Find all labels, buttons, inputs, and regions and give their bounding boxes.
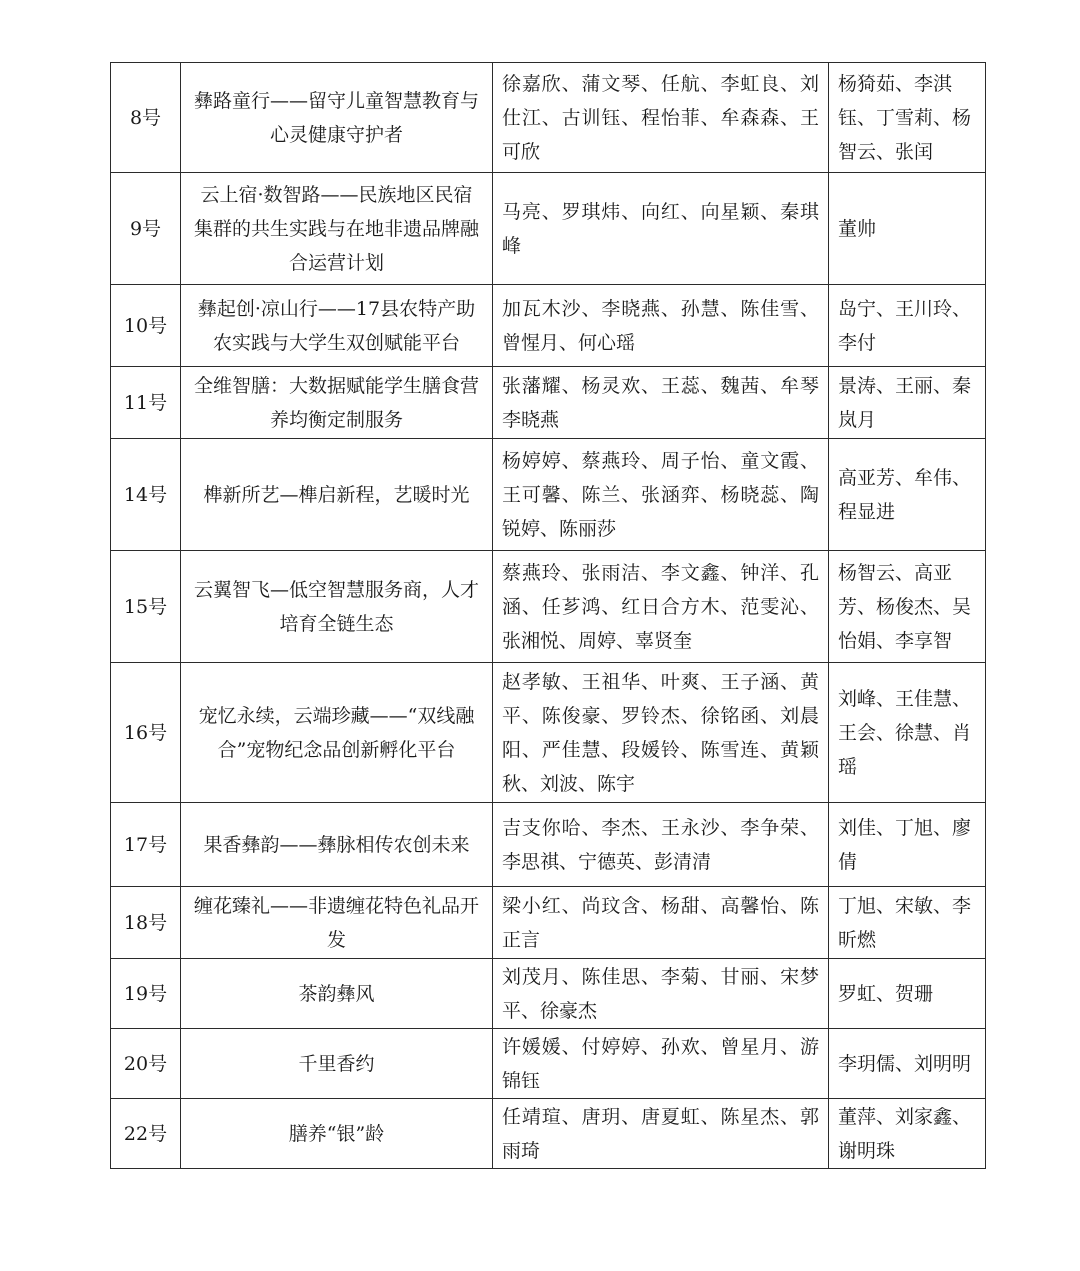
project-number: 20号 [111, 1029, 181, 1099]
project-number: 14号 [111, 439, 181, 551]
table-row [111, 663, 986, 803]
project-number: 18号 [111, 887, 181, 959]
project-title: 宠忆永续，云端珍藏——“双线融合”宠物纪念品创新孵化平台 [181, 663, 493, 803]
table-row [111, 63, 986, 173]
project-title: 果香彝韵——彝脉相传农创未来 [181, 803, 493, 887]
project-number: 15号 [111, 551, 181, 663]
project-title: 彝路童行——留守儿童智慧教育与心灵健康守护者 [181, 63, 493, 173]
mentors: 高亚芳、牟伟、程显进 [829, 439, 986, 551]
mentors: 景涛、王丽、秦岚月 [829, 367, 986, 439]
table-row [111, 1029, 986, 1099]
mentors: 岛宁、王川玲、李付 [829, 285, 986, 367]
mentors: 刘佳、丁旭、廖倩 [829, 803, 986, 887]
table-row [111, 285, 986, 367]
project-title: 云翼智飞—低空智慧服务商，人才培育全链生态 [181, 551, 493, 663]
project-number: 9号 [111, 173, 181, 285]
team-members: 马亮、罗琪炜、向红、向星颖、秦琪峰 [493, 173, 829, 285]
project-title: 云上宿·数智路——民族地区民宿集群的共生实践与在地非遗品牌融合运营计划 [181, 173, 493, 285]
team-members: 任靖瑄、唐玥、唐夏虹、陈星杰、郭雨琦 [493, 1099, 829, 1169]
team-members: 梁小红、尚玟含、杨甜、高馨怡、陈正言 [493, 887, 829, 959]
table-row [111, 551, 986, 663]
table-row [111, 959, 986, 1029]
table-row [111, 367, 986, 439]
project-number: 19号 [111, 959, 181, 1029]
table-row [111, 887, 986, 959]
team-members: 杨婷婷、蔡燕玲、周子怡、童文霞、王可馨、陈兰、张涵弈、杨晓蕊、陶锐婷、陈丽莎 [493, 439, 829, 551]
team-members: 赵孝敏、王祖华、叶爽、王子涵、黄平、陈俊豪、罗铃杰、徐铭函、刘晨阳、严佳慧、段媛铃、陈雪连、黄颖秋、刘波、陈宇 [493, 663, 829, 803]
team-members: 许媛媛、付婷婷、孙欢、曾星月、游锦钰 [493, 1029, 829, 1099]
project-title: 榫新所艺—榫启新程，艺暖时光 [181, 439, 493, 551]
mentors: 董萍、刘家鑫、谢明珠 [829, 1099, 986, 1169]
team-members: 张藩耀、杨灵欢、王蕊、魏茜、牟琴李晓燕 [493, 367, 829, 439]
project-title: 茶韵彝风 [181, 959, 493, 1029]
team-members: 加瓦木沙、李晓燕、孙慧、陈佳雪、曾惺月、何心瑶 [493, 285, 829, 367]
project-number: 16号 [111, 663, 181, 803]
table-row [111, 439, 986, 551]
project-title: 彝起创·凉山行——17县农特产助农实践与大学生双创赋能平台 [181, 285, 493, 367]
mentors: 丁旭、宋敏、李昕燃 [829, 887, 986, 959]
project-number: 17号 [111, 803, 181, 887]
project-table-page [110, 62, 985, 1169]
project-table [110, 62, 986, 1169]
table-row [111, 1099, 986, 1169]
mentors: 董帅 [829, 173, 986, 285]
team-members: 刘茂月、陈佳思、李菊、甘丽、宋梦平、徐豪杰 [493, 959, 829, 1029]
project-number: 10号 [111, 285, 181, 367]
project-number: 22号 [111, 1099, 181, 1169]
project-number: 11号 [111, 367, 181, 439]
team-members: 徐嘉欣、蒲文琴、任航、李虹良、刘仕江、古训钰、程怡菲、牟森森、王可欣 [493, 63, 829, 173]
mentors: 李玥儒、刘明明 [829, 1029, 986, 1099]
mentors: 罗虹、贺珊 [829, 959, 986, 1029]
mentors: 杨智云、高亚芳、杨俊杰、吴怡娟、李享智 [829, 551, 986, 663]
table-row [111, 173, 986, 285]
project-title: 千里香约 [181, 1029, 493, 1099]
mentors: 杨猗茹、李淇钰、丁雪莉、杨智云、张闰 [829, 63, 986, 173]
project-number: 8号 [111, 63, 181, 173]
table-row [111, 803, 986, 887]
mentors: 刘峰、王佳慧、王会、徐慧、肖瑶 [829, 663, 986, 803]
project-title: 全维智膳：大数据赋能学生膳食营养均衡定制服务 [181, 367, 493, 439]
project-title: 缠花臻礼——非遗缠花特色礼品开发 [181, 887, 493, 959]
project-title: 膳养“银”龄 [181, 1099, 493, 1169]
team-members: 蔡燕玲、张雨洁、李文鑫、钟洋、孔涵、任芗鸿、红日合方木、范雯沁、张湘悦、周婷、辜贤奎 [493, 551, 829, 663]
team-members: 吉支你哈、李杰、王永沙、李争荣、李思祺、宁德英、彭清清 [493, 803, 829, 887]
